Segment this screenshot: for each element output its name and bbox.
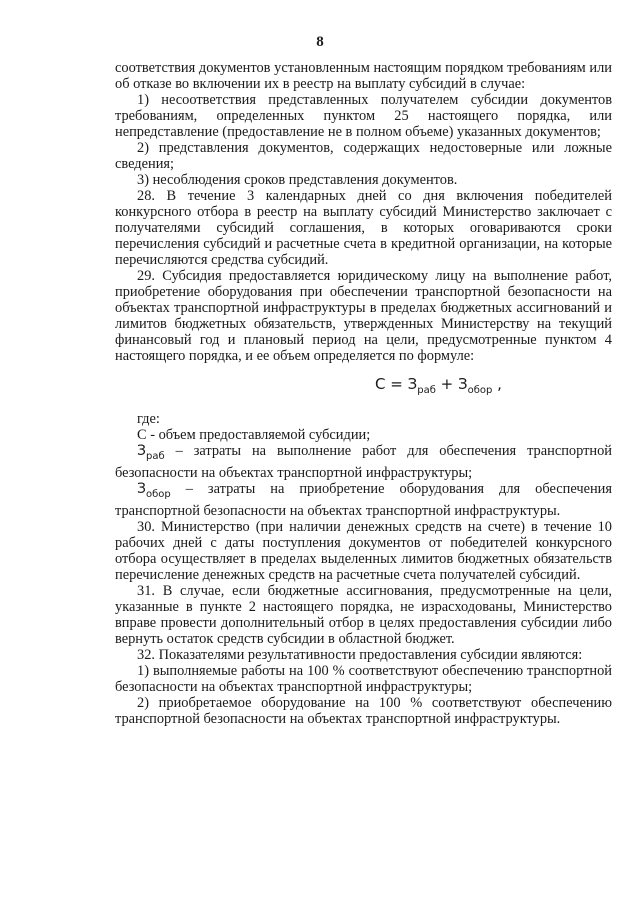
page-number: 8 (316, 34, 324, 50)
paragraph: 3) несоблюдения сроков представления документов. (137, 172, 458, 188)
document-body (115, 60, 612, 727)
formula-term-sub: раб (417, 385, 436, 396)
definition-symbol: З (137, 480, 146, 497)
definition-text: – затраты на выполнение работ для обеспечения транспортной безопасности на объектах транспортной инфраструктуры; (115, 443, 612, 481)
paragraph-item-32: 32. Показателями результативности предоставления субсидии являются: (137, 646, 583, 663)
paragraph-item-30: 30. Министерство (при наличии денежных средств на счете) в течение 10 рабочих дней с даты поступления документов от победителей конкурсного отбора осуществляет в пределах выделенных лимитов бюджетных обязательств перечисление денежных средств на расчетные счета получателей субсидий. (115, 518, 612, 583)
definition-sub: обор (145, 488, 171, 500)
formula-plus: + (435, 375, 459, 393)
formula-term-symbol: З (407, 375, 418, 393)
formula-lhs: C (375, 375, 386, 393)
subsidy-formula (115, 374, 612, 401)
formula-equals: = (385, 375, 408, 393)
paragraph-item-29: 29. Субсидия предоставляется юридическому лицу на выполнение работ, приобретение оборудования при обеспечении транспортной безопасности на объектах транспортной инфраструктуры в пределах бюджетных ассигнований и лимитов бюджетных обязательств, утвержденных Министерству на текущий финансовый год и плановый период на цели, предусмотренные пунктом 4 настоящего порядка, и ее объем определяется по формуле: (115, 268, 612, 364)
definition-rab (115, 443, 612, 481)
formula-tail: , (492, 375, 502, 393)
paragraph: С - объем предоставляемой субсидии; (137, 427, 371, 443)
formula-term-symbol: З (458, 375, 468, 393)
definition-text: – затраты на приобретение оборудования для обеспечения транспортной безопасности на объектах транспортной инфраструктуры. (115, 480, 612, 519)
paragraph: 1) выполняемые работы на 100 % соответствуют обеспечению транспортной безопасности на объектах транспортной инфраструктуры; (115, 662, 612, 695)
formula-term-sub: обор (467, 385, 493, 396)
paragraph: где: (137, 411, 160, 427)
paragraph: 2) приобретаемое оборудование на 100 % соответствуют обеспечению транспортной безопасности на объектах транспортной инфраструктуры. (115, 694, 612, 727)
paragraph-item-31: 31. В случае, если бюджетные ассигнования, предусмотренные на цели, указанные в пункте 2 настоящего порядка, не израсходованы, Министерство вправе провести дополнительный отбор в целях предоставления субсидии либо вернуть остаток средств субсидии в областной бюджет. (115, 582, 612, 647)
paragraph: 1) несоответствия представленных получателем субсидии документов требованиям, определенных пунктом 25 настоящего порядка, или непредставление (предоставление не в полном объеме) указанных документов; (115, 92, 612, 140)
definition-symbol: З (137, 443, 146, 459)
paragraph-item-28: 28. В течение 3 календарных дней со дня включения победителей конкурсного отбора в реестр на выплату субсидий Министерство заключает с получателями субсидий соглашения, в которых оговариваются сроки перечисления субсидий и расчетные счета в кредитной организации, на которые перечисляются средства субсидий. (115, 188, 612, 268)
definition-sub: раб (145, 450, 165, 462)
paragraph: 2) представления документов, содержащих недостоверные или ложные сведения; (115, 140, 612, 172)
paragraph: соответствия документов установленным настоящим порядком требованиям или об отказе во включении их в реестр на выплату субсидий в случае: (115, 60, 612, 92)
definition-obor (115, 481, 612, 519)
